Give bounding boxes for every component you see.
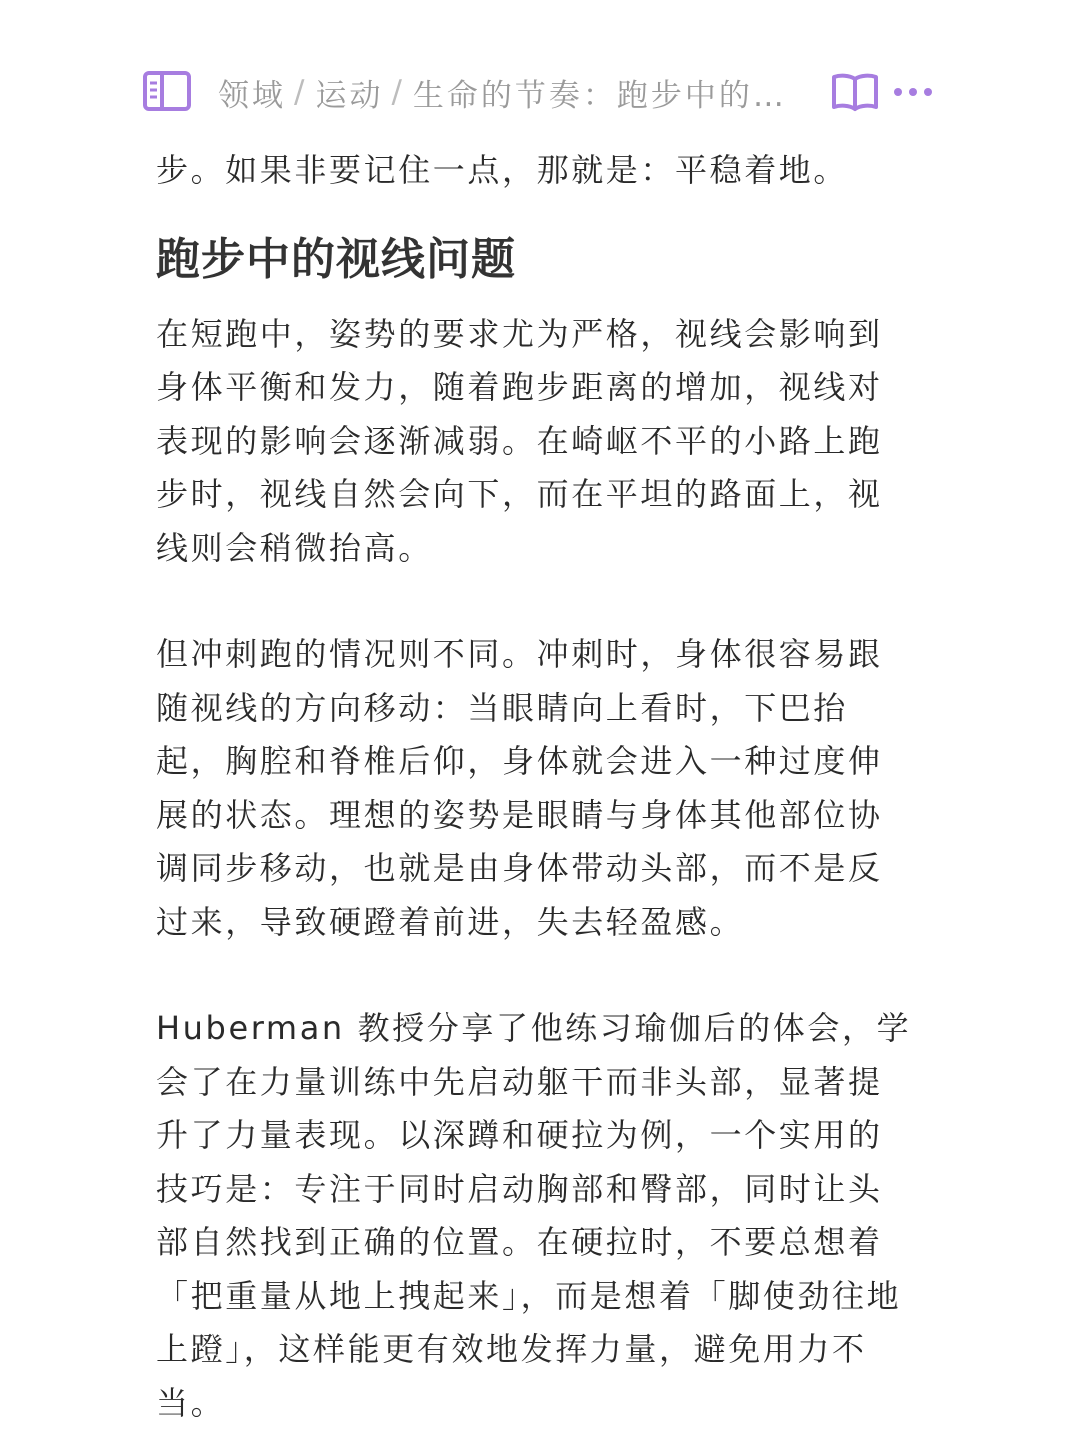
breadcrumb-item-domain[interactable]: 领域 bbox=[218, 77, 286, 114]
paragraph-3: Huberman 教授分享了他练习瑜伽后的体会，学会了在力量训练中先启动躯干而非头部，显著提升了力量表现。以深蹲和硬拉为例，一个实用的技巧是：专注于同时启动胸部和臀部，同时让头部自然找到正确的位置。在硬拉时，不要总想着「把重量从地上拽起来」，而是想着「脚使劲往地上蹬」，这样能更有效地发挥力量，避免用力不当。 bbox=[156, 1009, 912, 1422]
breadcrumb-separator: / bbox=[391, 74, 405, 110]
breadcrumb-separator: / bbox=[294, 74, 308, 110]
breadcrumb bbox=[218, 70, 808, 114]
sidebar-panel-icon[interactable] bbox=[142, 70, 192, 112]
article-body bbox=[156, 144, 916, 1430]
more-horizontal-icon[interactable] bbox=[892, 74, 936, 110]
lead-paragraph: 步。如果非要记住一点，那就是：平稳着地。 bbox=[156, 151, 849, 189]
paragraph-gap bbox=[156, 949, 916, 1002]
paragraph-1: 在短跑中，姿势的要求尤为严格，视线会影响到身体平衡和发力，随着跑步距离的增加，视线对表现的影响会逐渐减弱。在崎岖不平的小路上跑步时，视线自然会向下，而在平坦的路面上，视线则会稍微抬高。 bbox=[156, 314, 883, 567]
breadcrumb-item-sport[interactable]: 运动 bbox=[315, 77, 384, 114]
book-open-icon[interactable] bbox=[830, 70, 880, 114]
paragraph-2: 但冲刺跑的情况则不同。冲刺时，身体很容易跟随视线的方向移动：当眼睛向上看时，下巴抬起，胸腔和脊椎后仰，身体就会进入一种过度伸展的状态。理想的姿势是眼睛与身体其他部位协调同步移动，也就是由身体带动头部，而不是反过来，导致硬蹬着前进，失去轻盈感。 bbox=[156, 635, 883, 941]
section-heading: 跑步中的视线问题 bbox=[156, 233, 516, 285]
breadcrumb-current-page: 生命的节奏：跑步中的… bbox=[412, 77, 787, 114]
paragraph-gap bbox=[156, 575, 916, 628]
top-bar bbox=[0, 60, 1080, 124]
